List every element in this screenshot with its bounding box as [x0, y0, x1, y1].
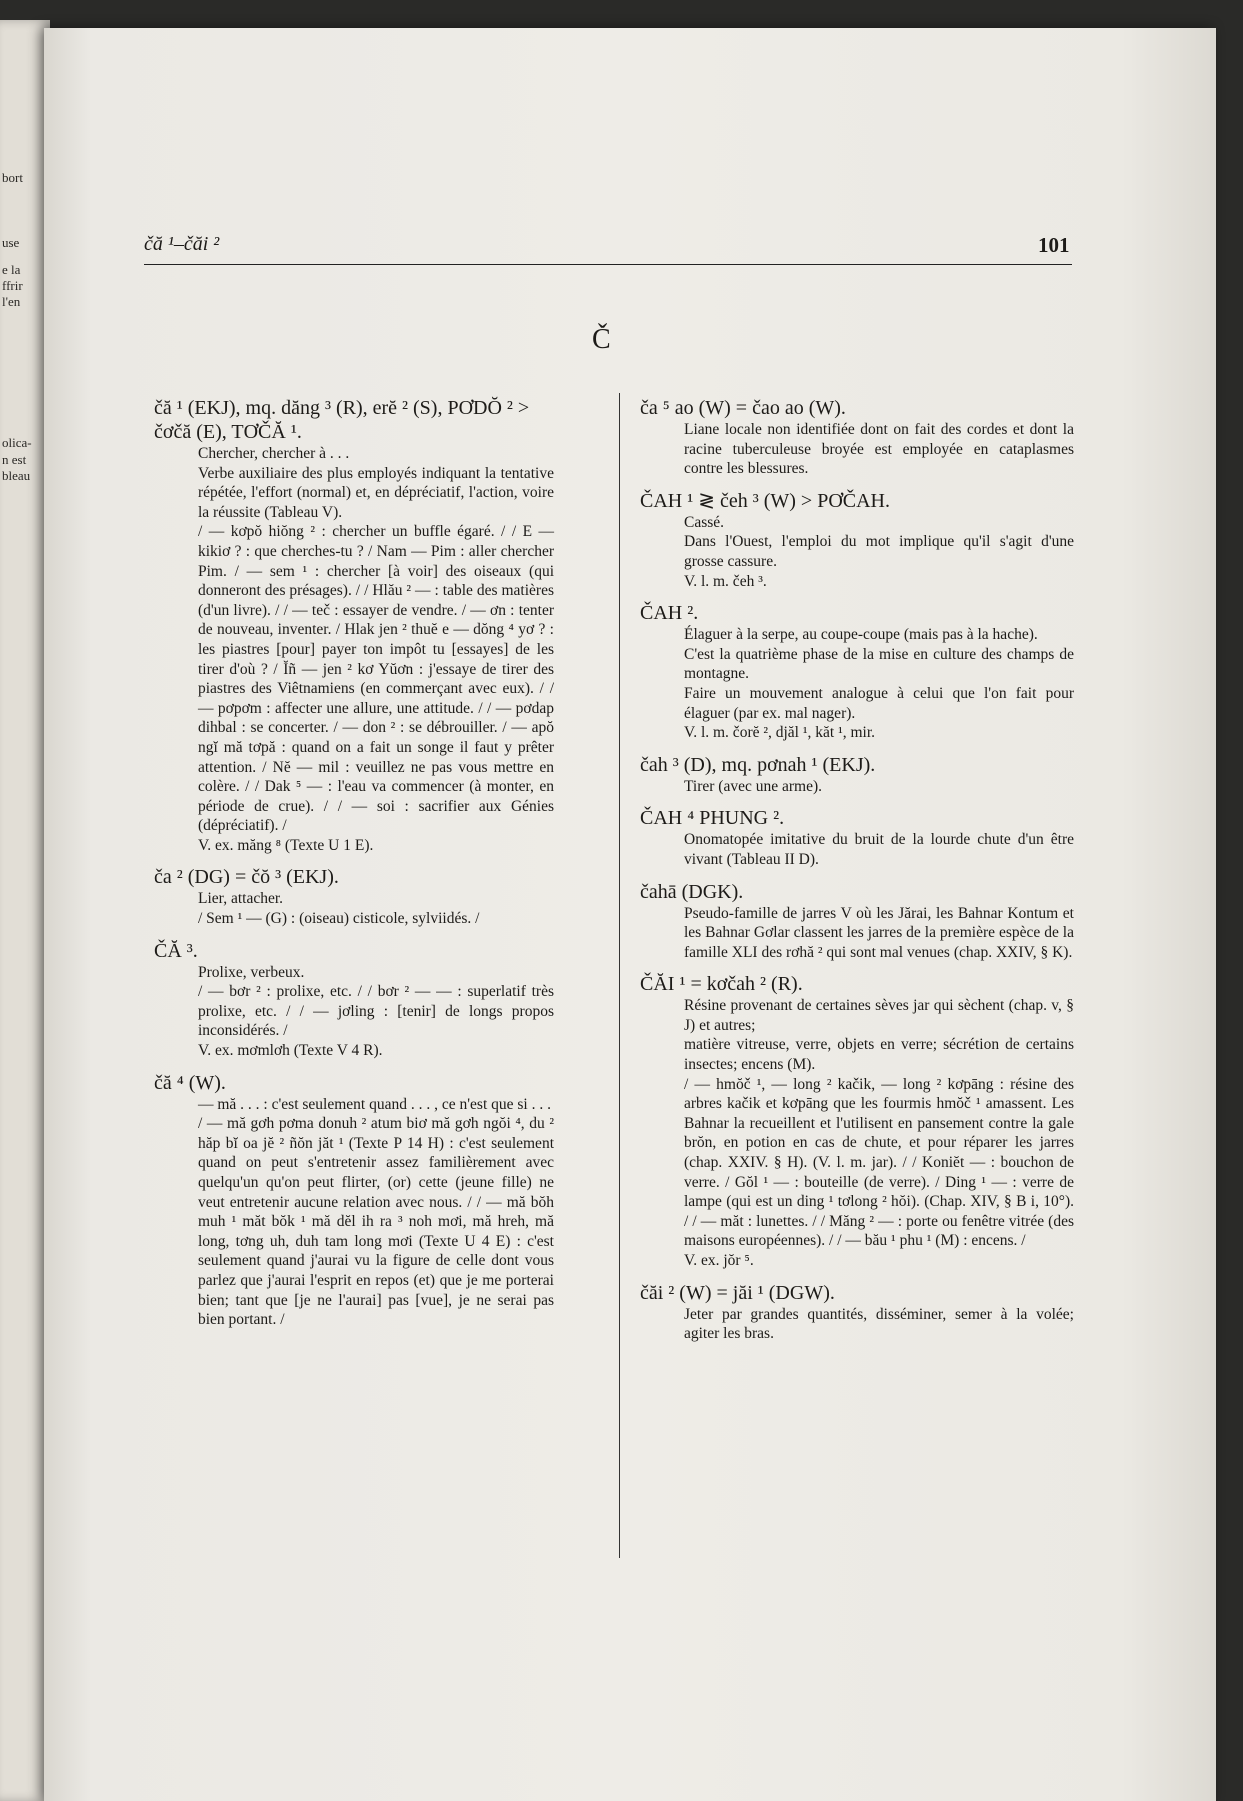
- entry-line: C'est la quatrième phase de la mise en culture des champs de montagne.: [684, 645, 1074, 683]
- dictionary-entry: [154, 865, 554, 928]
- entry-body: [154, 444, 554, 855]
- entry-line: / — mă gơh pơma donuh ² atum biơ mă gơh ngŏi ⁴, du ² hăp bĭ oa jĕ ² ñŏn jăt ¹ (Texte P 14 H) : c'est seulement quand on peut s'entretenir assez familièrement avec quelqu'un qu'on peut flirter, (or) cette (jeune fille) ne veut entretenir aucune relation avec nous. / / — mă bŏh muh ¹ măt bŏk ¹ mă dĕl ih ra ³ noh mơi, mă hreh, mă long, tơng uh, duh tam long mơi (Texte U 4 E) : c'est seulement quand j'aurai vu la figure de celle dont vous parlez que j'aurai l'esprit en repos (et) que je me porterai bien; tant que [je ne l'aurai] pas [vue], je ne serai pas bien portant. /: [198, 1115, 554, 1329]
- entry-line: Faire un mouvement analogue à celui que l'on fait pour élaguer (par ex. mal nager).: [684, 684, 1074, 722]
- entry-line: V. l. m. čorĕ ², djăl ¹, kăt ¹, mir.: [684, 724, 876, 742]
- entry-body: [640, 1305, 1074, 1344]
- entry-body: [154, 1095, 554, 1330]
- entry-line: Résine provenant de certaines sèves jar qui sèchent (chap. v, § J) et autres;: [684, 997, 1074, 1034]
- entry-headword: ča ⁵ ao (W) = čao ao (W).: [640, 397, 846, 419]
- dictionary-entry: [154, 1071, 554, 1330]
- right-column: [640, 396, 1074, 1354]
- entry-body: [640, 420, 1074, 479]
- left-page-edge: [0, 20, 50, 1801]
- header-rule: [144, 264, 1072, 265]
- entry-line: Jeter par grandes quantités, disséminer, semer à la volée; agiter les bras.: [684, 1305, 1074, 1343]
- entry-line: Dans l'Ouest, l'emploi du mot implique qu'il s'agit d'une grosse cassure.: [684, 533, 1074, 570]
- entry-headword: ČĂ ³.: [154, 939, 198, 962]
- dictionary-entry: [640, 1281, 1074, 1344]
- entry-line: / — bơr ² : prolixe, etc. / / bơr ² — — : superlatif très prolixe, etc. / / — jơling : [tenir] de longs propos inconsidérés. /: [198, 983, 554, 1040]
- entry-body: [154, 963, 554, 1061]
- entry-line: Lier, attacher.: [198, 890, 284, 908]
- entry-line: Élaguer à la serpe, au coupe-coupe (mais pas à la hache).: [684, 626, 1038, 644]
- entry-line: Prolixe, verbeux.: [198, 963, 305, 981]
- dictionary-entry: [154, 396, 554, 855]
- entry-headword: ča ² (DG) = čŏ ³ (EKJ).: [154, 866, 339, 889]
- entry-body: [640, 513, 1074, 591]
- entry-line: Chercher, chercher à . . .: [198, 445, 350, 462]
- entry-headword: čahā (DGK).: [640, 880, 744, 903]
- entry-line: Liane locale non identifiée dont on fait des cordes et dont la racine tuberculeuse broyée est employée en cataplasmes contre les blessures.: [684, 421, 1074, 478]
- entry-line: Tirer (avec une arme).: [684, 777, 823, 795]
- entry-line: Cassé.: [684, 513, 725, 531]
- entry-line: / — kơpŏ hiŏng ² : chercher un buffle égaré. / / E — kikiơ ? : que cherches-tu ? / Nam — Pim : aller chercher Pim. / — sem ¹ : chercher [à voir] des oiseaux (qui donneront des présages). / / Hlău ² — : table des matières (d'un livre). / / — teč : essayer de vendre. / — ơn : tenter de nouveau, inventer. / Hlak jen ² thuĕ e — dŏng ⁴ yơ ? : les piastres [pour] payer ton impôt tu [essayes] de les tirer d'où ? / Ĭñ — jen ² kơ Yŭơn : j'essaye de tirer des piastres des Viêtnamiens (en commerçant avec eux). / / — pơpơm : affecter une allure, une attitude. / / — pơdap dihbal : se concerter. / — don ² : se débrouiller. / — apŏ ngĭ mă tơpă : quand on a fait un songe il faut y prêter attention. / Nĕ — mil : veuillez ne pas vous mettre en colère. / / Dak ⁵ — : l'eau va commencer (à monter, en période de crue). / / — soi : sacrifier aux Génies (dépréciatif). /: [198, 523, 554, 835]
- entry-line: Onomatopée imitative du bruit de la lourde chute d'un être vivant (Tableau II D).: [684, 831, 1074, 868]
- column-divider: [619, 393, 620, 1558]
- section-letter: Č: [592, 324, 611, 355]
- left-page-fragment: bleau: [2, 468, 31, 483]
- left-column: [154, 396, 554, 1340]
- entry-headword: ČAH ².: [640, 602, 699, 625]
- entry-headword: ČAH ⁴ PHUNG ².: [640, 807, 785, 830]
- entry-line: — mă . . . : c'est seulement quand . . . , ce n'est que si . . .: [198, 1095, 551, 1113]
- dictionary-entry: [640, 753, 1074, 797]
- entry-headword: čah ³ (D), mq. pơnah ¹ (EKJ).: [640, 753, 876, 776]
- left-page-fragment: e la: [2, 262, 21, 277]
- entry-line: Pseudo-famille de jarres V où les Jărai, les Bahnar Kontum et les Bahnar Gơlar classent les jarres de la première espèce de la famille XLI des rơhă ² qui sont mal venues (chap. XXIV, § K).: [684, 904, 1074, 961]
- entry-headword: ČĂI ¹ = kơčah ² (R).: [640, 973, 803, 996]
- dictionary-entry: [640, 601, 1074, 743]
- entry-body: [640, 830, 1074, 869]
- dictionary-entry: [640, 489, 1074, 591]
- entry-line: V. ex. jŏr ⁵.: [684, 1252, 754, 1269]
- left-page-fragment: ffrir: [2, 278, 23, 293]
- entry-headword: ČAH ¹ ≷ čeh ³ (W) > PƠČAH.: [640, 489, 890, 512]
- entry-body: [640, 904, 1074, 963]
- left-page-fragment: olica-: [2, 435, 32, 450]
- left-page-fragment: l'en: [2, 294, 21, 309]
- entry-line: Verbe auxiliaire des plus employés indiquant la tentative répétée, l'effort (normal) et, en dépréciatif, l'action, voire la réussite (Tableau V).: [198, 464, 554, 521]
- entry-line: / — hmŏč ¹, — long ² kačik, — long ² kơpāng : résine des arbres kačik et kơpāng que les fourmis hmŏč ¹ amassent. Les Bahnar la recueillent et l'utilisent en pansement contre la gale brŏn, en potion en cas de chute, et pour réparer les jarres (chap. XXIV. § H). (V. l. m. jar). / / Koniĕt — : bouchon de verre. / Gŏl ¹ — : bouteille (de verre). / Ding ¹ — : verre de lampe (qui est un ding ¹ tơlong ² hŏi). (Chap. XIV, § B i, 10°). / / — măt : lunettes. / / Măng ² — : porte ou fenêtre vitrée (des maisons européennes). / / — bău ¹ phu ¹ (M) : encens. /: [684, 1075, 1074, 1250]
- left-page-fragment: n est: [2, 452, 27, 467]
- entry-line: V. ex. mơmlơh (Texte V 4 R).: [198, 1042, 383, 1060]
- entry-headword: čă ¹ (EKJ), mq. dăng ³ (R), erĕ ² (S), PƠDŎ ² > čơčă (E), TƠČĂ ¹.: [154, 397, 530, 443]
- entry-headword: čă ⁴ (W).: [154, 1071, 226, 1094]
- running-header: čă ¹–čăi ²: [144, 233, 220, 255]
- dictionary-entry: [640, 972, 1074, 1270]
- entry-body: [640, 777, 1074, 797]
- entry-headword: čăi ² (W) = jăi ¹ (DGW).: [640, 1281, 835, 1304]
- dictionary-page: [44, 28, 1216, 1801]
- dictionary-entry: [640, 806, 1074, 869]
- entry-body: [640, 625, 1074, 743]
- entry-body: [640, 996, 1074, 1270]
- entry-line: V. l. m. čeh ³.: [684, 572, 767, 590]
- entry-line: / Sem ¹ — (G) : (oiseau) cisticole, sylviidés. /: [198, 910, 480, 928]
- dictionary-entry: [640, 880, 1074, 963]
- left-page-fragment: use: [2, 235, 20, 250]
- page-number: 101: [1038, 233, 1070, 257]
- dictionary-entry: [640, 396, 1074, 479]
- entry-line: V. ex. măng ⁸ (Texte U 1 E).: [198, 836, 374, 854]
- entry-body: [154, 889, 554, 928]
- entry-line: matière vitreuse, verre, objets en verre; sécrétion de certains insectes; encens (M).: [684, 1036, 1074, 1074]
- dictionary-entry: [154, 939, 554, 1061]
- left-page-fragment: bort: [2, 170, 23, 185]
